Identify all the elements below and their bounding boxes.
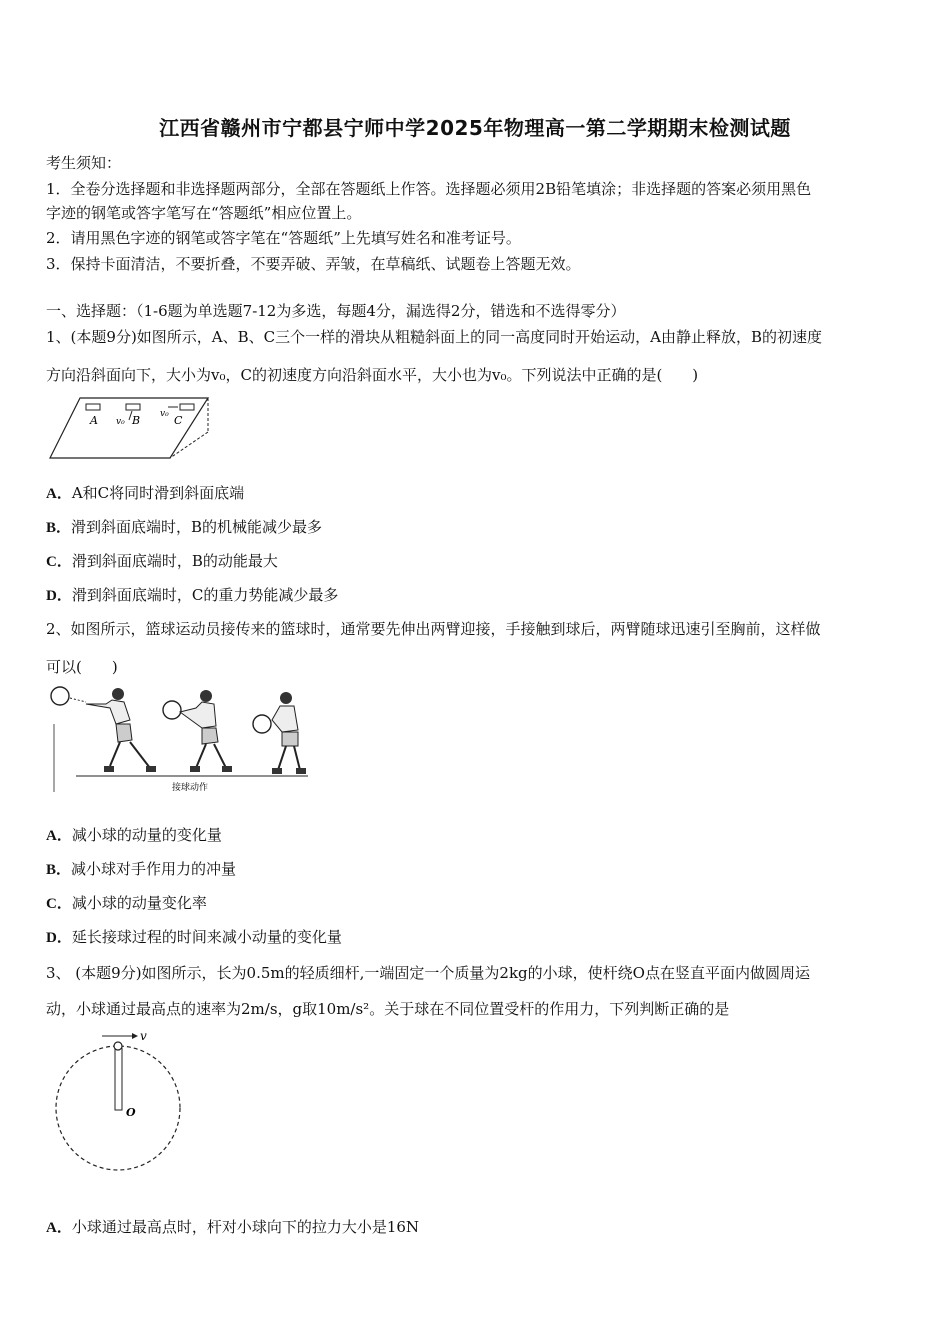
- label-v0-c: v₀: [160, 409, 169, 419]
- option-text: 滑到斜面底端时，B的机械能减少最多: [71, 518, 323, 536]
- option-label: D．: [46, 930, 72, 946]
- option-text: 滑到斜面底端时，B的动能最大: [71, 552, 278, 570]
- notice-item: 字迹的钢笔或答字笔写在“答题纸”相应位置上。: [46, 204, 362, 222]
- section-heading: 一、选择题：（1-6题为单选题7-12为多选，每题4分，漏选得2分，错选和不选得零分）: [46, 302, 626, 320]
- option-label: A．: [46, 486, 72, 502]
- label-a: A: [90, 414, 98, 427]
- option-label: B．: [46, 520, 72, 536]
- q1-option-a[interactable]: [46, 482, 244, 503]
- option-text: 减小球的动量的变化量: [71, 826, 222, 844]
- page-title: 江西省赣州市宁都县宁师中学2025年物理高一第二学期期末检测试题: [159, 116, 791, 140]
- option-text: 减小球对手作用力的冲量: [71, 860, 237, 878]
- option-text: 减小球的动量变化率: [71, 894, 207, 912]
- figure-caption: 接球动作: [172, 783, 209, 793]
- notice-item: 2．请用黑色字迹的钢笔或答字笔在“答题纸”上先填写姓名和准考证号。: [46, 229, 521, 247]
- question-2-line-2: 可以( ): [46, 658, 118, 676]
- option-label: A．: [46, 828, 72, 844]
- option-label: A．: [46, 1220, 72, 1236]
- option-label: B．: [46, 862, 72, 878]
- option-label: C．: [46, 896, 72, 912]
- label-c: C: [174, 414, 183, 427]
- q1-option-c[interactable]: [46, 550, 278, 571]
- question-1-line-2: 方向沿斜面向下，大小为v₀，C的初速度方向沿斜面水平，大小也为v₀。下列说法中正确的是( ): [46, 366, 699, 384]
- circular-motion-figure: [50, 1028, 190, 1178]
- q3-option-a[interactable]: [46, 1216, 419, 1237]
- notice-heading: 考生须知：: [46, 154, 122, 172]
- q1-option-d[interactable]: [46, 584, 338, 605]
- label-b: B: [132, 414, 141, 427]
- option-label: C．: [46, 554, 72, 570]
- question-1-line-1: 1、(本题9分)如图所示，A、B、C三个一样的滑块从粗糙斜面上的同一高度同时开始运动，A由静止释放，B的初速度: [46, 328, 822, 346]
- option-text: A和C将同时滑到斜面底端: [71, 484, 245, 502]
- notice-item: 1．全卷分选择题和非选择题两部分，全部在答题纸上作答。选择题必须用2B铅笔填涂；非选择题的答案必须用黑色: [46, 180, 812, 198]
- label-v: v: [140, 1029, 147, 1043]
- question-3-line-2: 动，小球通过最高点的速率为2m/s，g取10m/s²。关于球在不同位置受杆的作用力，下列判断正确的是: [46, 1000, 730, 1018]
- label-v0-b: v₀: [116, 417, 125, 427]
- option-text: 延长接球过程的时间来减小动量的变化量: [71, 928, 342, 946]
- q2-option-d[interactable]: [46, 926, 342, 947]
- incline-figure: [46, 394, 216, 464]
- q2-option-a[interactable]: [46, 824, 222, 845]
- basketball-catch-figure: [46, 684, 312, 796]
- q1-option-b[interactable]: [46, 516, 322, 537]
- option-label: D．: [46, 588, 72, 604]
- notice-item: 3．保持卡面清洁，不要折叠，不要弄破、弄皱，在草稿纸、试题卷上答题无效。: [46, 255, 581, 273]
- option-text: 滑到斜面底端时，C的重力势能减少最多: [71, 586, 339, 604]
- question-3-line-1: 3、 (本题9分)如图所示，长为0.5m的轻质细杆,一端固定一个质量为2kg的小球，使杆绕O点在竖直平面内做圆周运: [46, 964, 810, 982]
- q2-option-c[interactable]: [46, 892, 207, 913]
- question-2-line-1: 2、如图所示，篮球运动员接传来的篮球时，通常要先伸出两臂迎接，手接触到球后，两臂随球迅速引至胸前，这样做: [46, 620, 821, 638]
- option-text: 小球通过最高点时，杆对小球向下的拉力大小是16N: [71, 1218, 420, 1236]
- q2-option-b[interactable]: [46, 858, 236, 879]
- label-o: O: [126, 1106, 136, 1119]
